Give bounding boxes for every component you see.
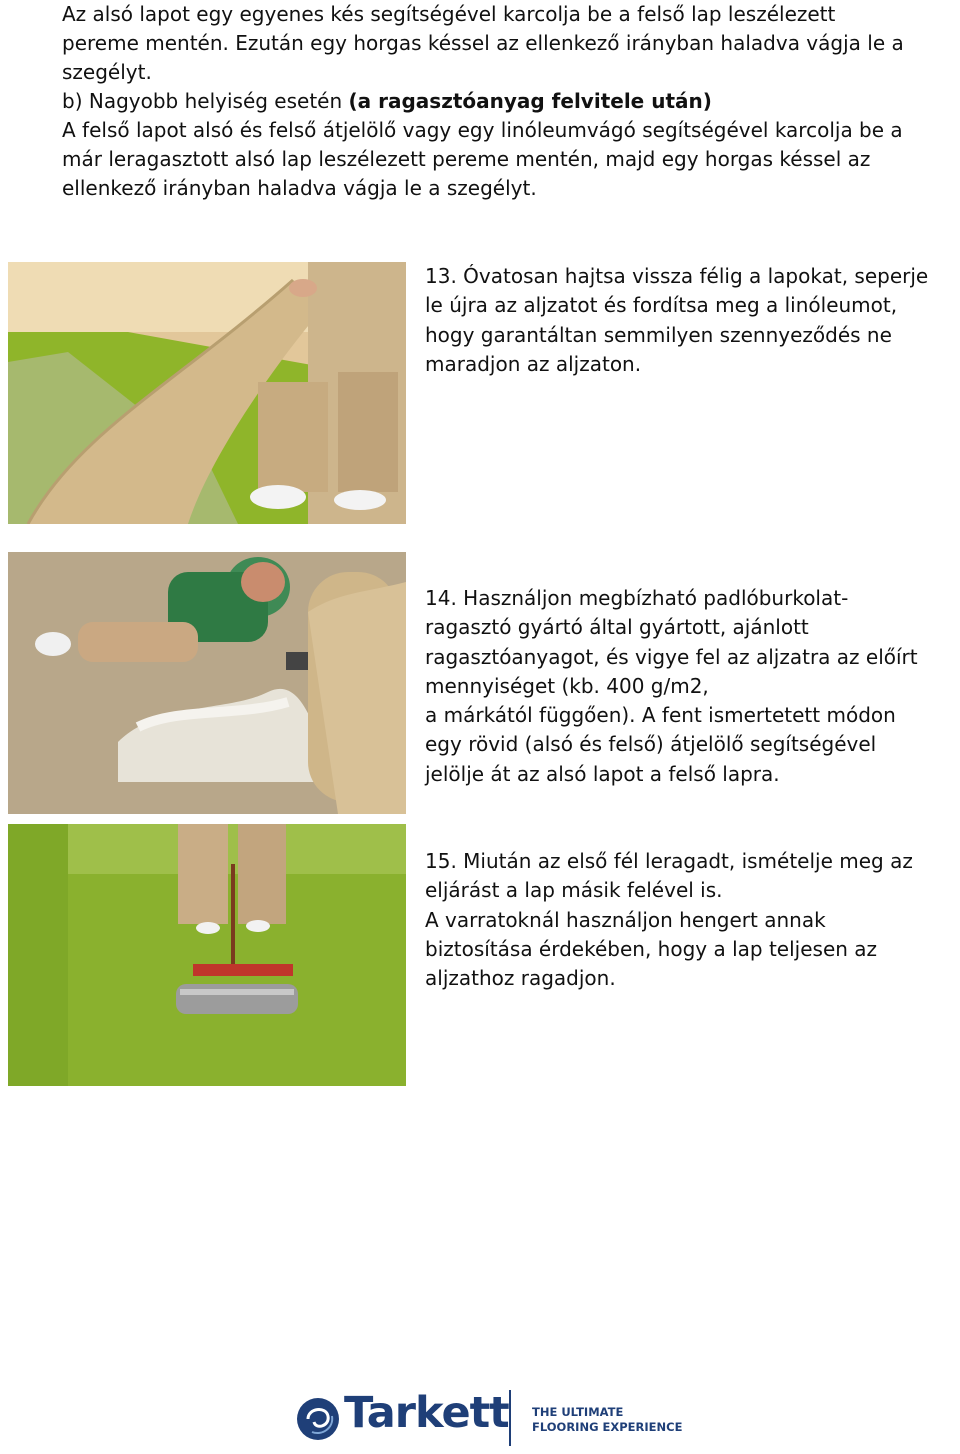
step-13-line: 13. Óvatosan hajtsa vissza félig a lapokat, seperje [425, 264, 929, 288]
section-b-line-3: ellenkező irányban haladva vágja le a szegélyt. [62, 176, 537, 200]
intro-line-3: szegélyt. [62, 60, 152, 84]
intro-line-2: pereme mentén. Ezután egy horgas késsel az ellenkező irányban haladva vágja le a [62, 31, 904, 55]
tarkett-swirl-icon [296, 1394, 340, 1444]
step-15-line: aljzathoz ragadjon. [425, 966, 616, 991]
step-14-line: 14. Használjon megbízható padlóburkolat- [425, 586, 849, 610]
step-14-line: ragasztóanyagot, és vigye fel az aljzatra az előírt [425, 644, 918, 669]
step-13-text [425, 262, 955, 379]
brand-name: Tarkett [344, 1388, 509, 1438]
section-b-heading-bold: (a ragasztóanyag felvitele után) [348, 89, 712, 113]
step-13-line: le újra az aljzatot és fordítsa meg a linóleumot, [425, 293, 898, 318]
step-14-line: jelölje át az alsó lapot a felső lapra. [425, 761, 780, 786]
section-b-heading [62, 87, 712, 116]
photo-step-15 [8, 824, 406, 1086]
photo-step-14 [8, 552, 406, 814]
section-b-line-2: már leragasztott alsó lap leszélezett pereme mentén, majd egy horgas késsel az [62, 147, 871, 171]
brand-tagline [532, 1405, 682, 1435]
step-14-line: egy rövid (alsó és felső) átjelölő segítségével [425, 732, 877, 757]
tagline-line-1: THE ULTIMATE [532, 1405, 624, 1419]
section-b-line-1: A felső lapot alsó és felső átjelölő vagy egy linóleumvágó segítségével karcolja be a [62, 118, 903, 142]
step-14-line: ragasztó gyártó által gyártott, ajánlott [425, 615, 809, 640]
step-14-text [425, 584, 955, 789]
step-14-line: mennyiséget (kb. 400 g/m2, [425, 673, 709, 698]
step-15-line: biztosítása érdekében, hogy a lap teljesen az [425, 936, 878, 961]
tagline-line-2: FLOORING EXPERIENCE [532, 1420, 683, 1434]
tarkett-logo [296, 1388, 683, 1450]
step-15-line: A varratoknál használjon hengert annak [425, 907, 826, 932]
intro-line-1: Az alsó lapot egy egyenes kés segítségével karcolja be a felső lap leszélezett [62, 2, 836, 26]
step-15-line: 15. Miután az első fél leragadt, ismételje meg az [425, 849, 913, 873]
step-13-line: hogy garantáltan semmilyen szennyeződés ne [425, 322, 892, 347]
section-b-heading-prefix: b) Nagyobb helyiség esetén [62, 89, 349, 113]
step-13-line: maradjon az aljzaton. [425, 351, 642, 376]
photo-step-13 [8, 262, 406, 524]
logo-divider [509, 1390, 511, 1446]
step-14-line: a márkától függően). A fent ismertetett módon [425, 703, 896, 728]
step-15-line: eljárást a lap másik felével is. [425, 878, 723, 903]
step-15-text [425, 847, 955, 993]
